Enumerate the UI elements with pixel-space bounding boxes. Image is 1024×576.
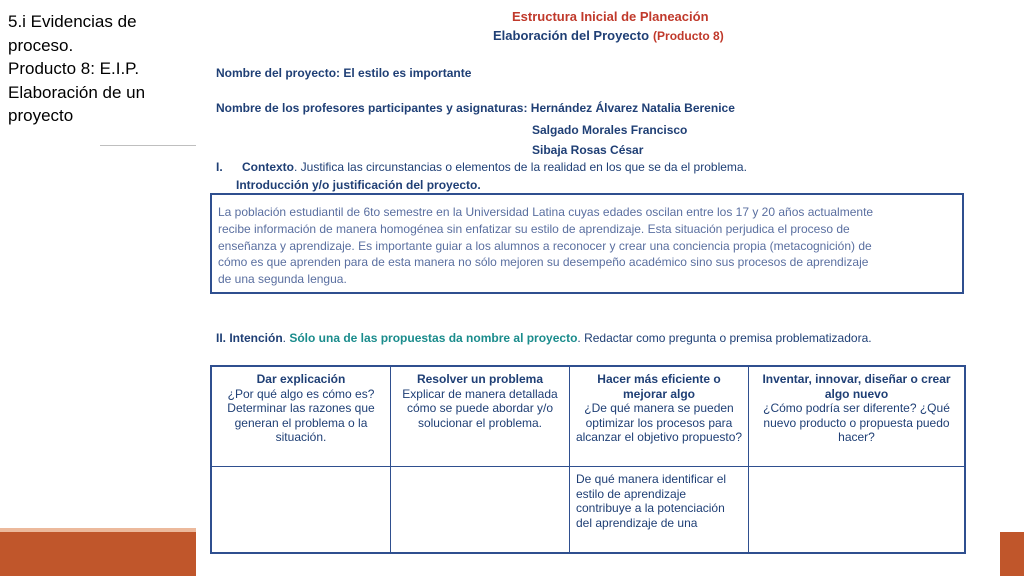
project-name: : El estilo es importante [336,66,472,80]
document-image [196,0,996,576]
divider [100,145,196,146]
intent-line: II. Intención. Sólo una de las propuestas da nombre al proyecto. Redactar como pregunta o premisa problematizadora. [216,331,872,345]
teachers-line: Nombre de los profesores participantes y asignaturas: Hernández Álvarez Natalia Berenice [216,101,735,115]
context-num: I. [216,160,223,174]
slide-title-line: proyecto [8,106,74,125]
table-header-cell: Dar explicación ¿Por qué algo es cómo es? Determinar las razones que generan el problema o la situación. [212,367,391,467]
table-header-cell: Resolver un problema Explicar de manera detallada cómo se puede abordar y/o solucionar el problema. [391,367,570,467]
table-answer-cell [391,467,570,552]
footer-accent-bar-right [1000,532,1024,576]
context-body-line: de una segunda lengua. [218,272,347,287]
slide-title-line: proceso. [8,35,74,55]
table-header-cell: Hacer más eficiente o mejorar algo ¿De qué manera se pueden optimizar los procesos para alcanzar el objetivo propuesto? [570,367,749,467]
slide-title-line: Elaboración de un [8,82,146,102]
teacher-name: Salgado Morales Francisco [532,123,688,137]
slide-title-line: Producto 8: E.I.P. [8,59,140,78]
table-answer-cell [212,467,391,552]
doc-subtitle-text: Elaboración del Proyecto [493,28,650,43]
intent-text: . Redactar como pregunta o premisa problematizadora. [577,331,872,345]
context-body-line: recibe información de manera homogénea sin enfatizar su estilo de aprendizaje. Esta situación perjudica el proceso de [218,221,850,236]
project-name-line [216,66,471,80]
slide-title [8,10,188,128]
intent-highlight: Sólo una de las propuestas da nombre al proyecto [289,331,578,345]
context-box [210,193,964,294]
doc-title: Estructura Inicial de Planeación [512,9,709,24]
teacher-name: Hernández Álvarez Natalia Berenice [530,101,735,115]
context-label: Contexto [242,160,294,174]
teacher-name: Sibaja Rosas César [532,143,644,157]
doc-subtitle [493,28,724,43]
table-header-cell: Inventar, innovar, diseñar o crear algo nuevo ¿Cómo podría ser diferente? ¿Qué nuevo producto o propuesta puedo hacer? [749,367,964,467]
context-text: . Justifica las circunstancias o elementos de la realidad en los que se da el problema. [294,160,747,174]
intent-label: II. Intención [216,331,283,345]
table-answer-cell [749,467,964,552]
slide-title-line: 5.i Evidencias de [8,12,137,31]
proposal-table [210,365,966,554]
context-body-line: La población estudiantil de 6to semestre en la Universidad Latina cuyas edades oscilan entre los 17 y 20 años actualmente [218,205,874,219]
teachers-label: Nombre de los profesores participantes y asignaturas [216,101,524,115]
product-tag: (Producto 8) [653,29,724,43]
context-line [216,160,747,174]
project-label: Nombre del proyecto [216,66,337,80]
footer-accent-bar [0,532,196,576]
table-answer-cell: De qué manera identificar el estilo de aprendizaje contribuye a la potenciación del aprendizaje de una [570,467,749,552]
intro-label: Introducción y/o justificación del proyecto. [236,178,481,192]
context-body-line: cómo es que aprenden para de esta manera no sólo mejoren su desempeño académico sino sus procesos de aprendizaje [218,255,869,270]
context-body-line: enseñanza y aprendizaje. Es importante guiar a los alumnos a reconocer y crear una conciencia propia (metacognición) de [218,238,872,253]
